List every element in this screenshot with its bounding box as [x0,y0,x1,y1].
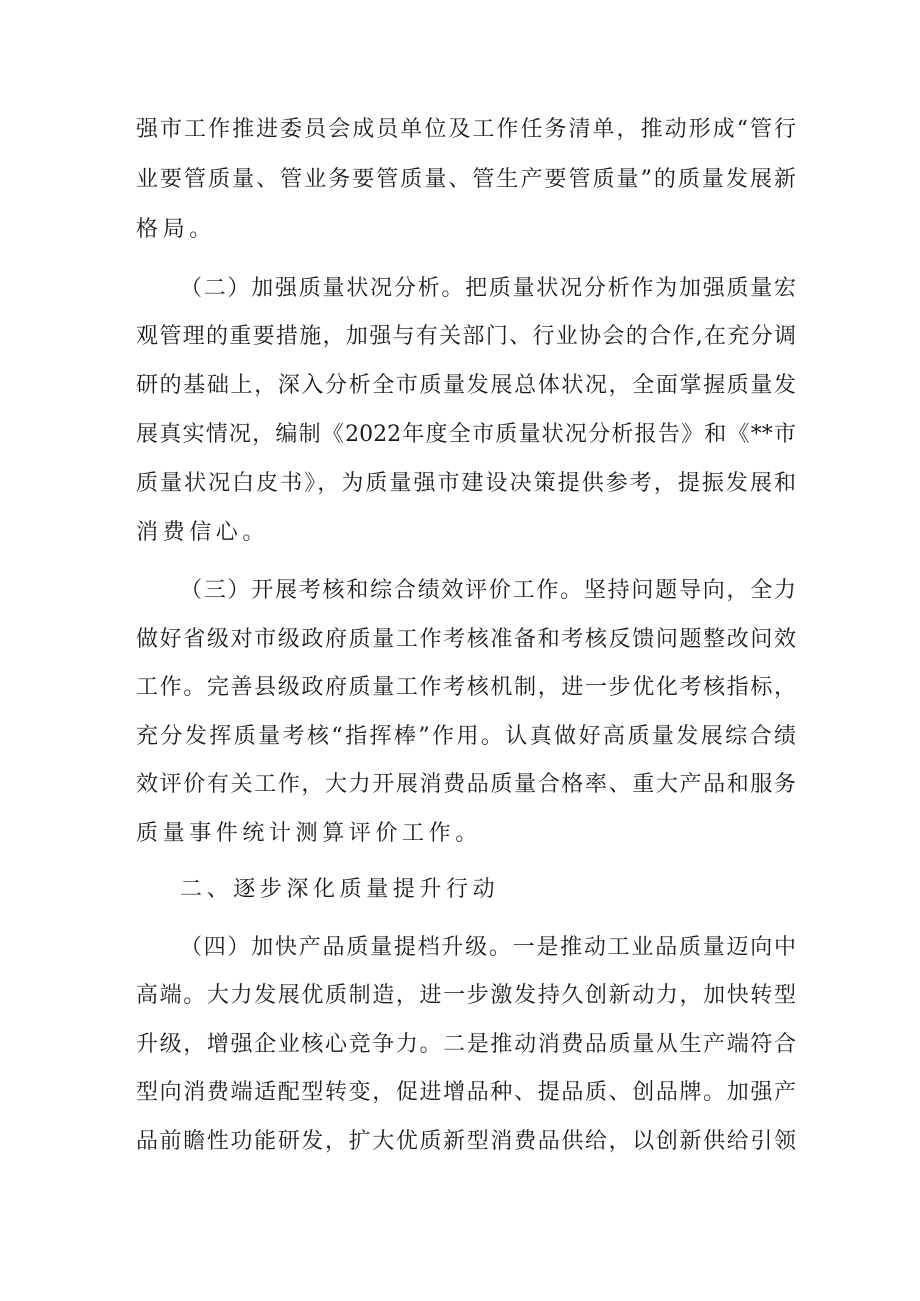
paragraph-line: 质量状况白皮书》，为质量强市建设决策提供参考，提振发展和 [136,471,796,496]
paragraph-line: 业要管质量、管业务要管质量、管生产要管质量”的质量发展新 [136,167,796,192]
paragraph-line: 研的基础上，深入分析全市质量发展总体状况，全面掌握质量发 [136,373,796,398]
paragraph-line: 型向消费端适配型转变，促进增品种、提品质、创品牌。加强产 [136,1080,796,1105]
paragraph-line: 品前瞻性功能研发，扩大优质新型消费品供给，以创新供给引领 [136,1129,796,1154]
section-heading: 二、逐步深化质量提升行动 [180,877,500,902]
paragraph-line: 做好省级对市级政府质量工作考核准备和考核反馈问题整改问效 [136,627,796,652]
paragraph-line: 格局。 [136,217,216,242]
paragraph-line: 升级，增强企业核心竞争力。二是推动消费品质量从生产端符合 [136,1032,796,1057]
paragraph-line: （三）开展考核和综合绩效评价工作。坚持问题导向，全力 [180,578,796,603]
paragraph-line: （二）加强质量状况分析。把质量状况分析作为加强质量宏 [180,276,796,301]
paragraph-line: 展真实情况，编制《2022年度全市质量状况分析报告》和《**市 [136,422,796,447]
paragraph-line: 工作。完善县级政府质量工作考核机制，进一步优化考核指标， [136,675,796,700]
paragraph-line: 消费信心。 [136,520,270,545]
paragraph-line: 质量事件统计测算评价工作。 [136,821,482,846]
paragraph-line: 高端。大力发展优质制造，进一步激发持久创新动力，加快转型 [136,983,796,1008]
paragraph-line: 观管理的重要措施，加强与有关部门、行业协会的合作,在充分调 [136,324,796,349]
paragraph-line: 效评价有关工作，大力开展消费品质量合格率、重大产品和服务 [136,772,796,797]
paragraph-line: 充分发挥质量考核“指挥棒”作用。认真做好高质量发展综合绩 [136,724,796,749]
paragraph-line: 强市工作推进委员会成员单位及工作任务清单，推动形成“管行 [136,117,796,142]
paragraph-line: （四）加快产品质量提档升级。一是推动工业品质量迈向中 [180,935,796,960]
